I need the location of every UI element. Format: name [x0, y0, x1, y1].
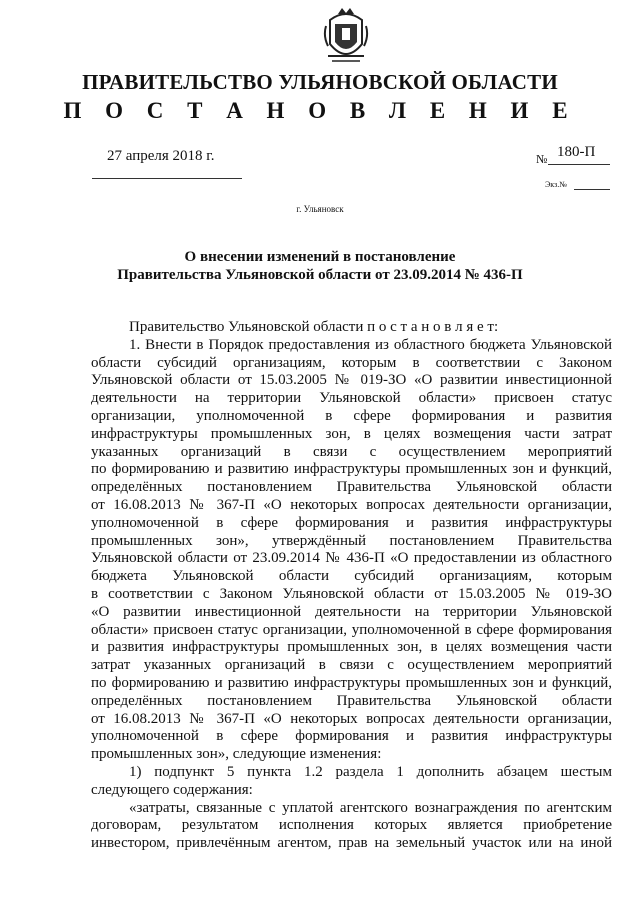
body-line: от 16.08.2013 № 367-П «О некоторых вопросах деятельности организации, — [91, 496, 612, 513]
document-number: 180-П — [557, 144, 596, 160]
body-line: бюджета Ульяновской области субсидий организациям, которым — [91, 568, 612, 585]
body-line: 1. Внести в Порядок предоставления из областного бюджета Ульяновской — [129, 336, 612, 353]
document-title — [0, 248, 640, 284]
body-line: «затраты, связанные с уплатой агентского вознаграждения по агентским — [129, 799, 612, 816]
body-line: инвестором, привлечённым агентом, прав на земельный участок или на иной — [91, 835, 612, 852]
body-line: Ульяновской области от 23.09.2014 № 436-П «О предоставлении из областного — [91, 550, 612, 567]
body-line: следующего содержания: — [91, 781, 253, 798]
body-line: организации, уполномоченной в сфере формирования и развития — [91, 407, 612, 424]
body-line: и развития инфраструктуры промышленных зон, в целях возмещения части — [91, 639, 612, 656]
body-line: деятельности на территории Ульяновской области» присвоен статус — [91, 390, 612, 407]
city: г. Ульяновск — [296, 204, 344, 214]
date-underline — [92, 178, 242, 179]
body-line: договорам, результатом исполнения которых является приобретение — [91, 817, 612, 834]
copy-underline — [574, 189, 610, 190]
body-line: по формированию и развитию инфраструктуры промышленных зон и функций, — [91, 674, 612, 691]
body-line: области» присвоен статус организации, уполномоченной в сфере формирования — [91, 621, 612, 638]
copy-number-label: Экз.№ — [545, 180, 567, 189]
body-line: промышленных зон», следующие изменения: — [91, 746, 382, 763]
number-sign: № — [536, 152, 548, 166]
body-line: уполномоченной в сфере формирования и развития инфраструктуры — [91, 514, 612, 531]
document-type: П О С Т А Н О В Л Е Н И Е — [63, 98, 577, 123]
body-line: Ульяновской области от 15.03.2005 № 019-ЗО «О развитии инвестиционной — [91, 372, 612, 389]
body-line: уполномоченной в сфере формирования и развития инфраструктуры — [91, 728, 612, 745]
body-line: 1) подпункт 5 пункта 1.2 раздела 1 дополнить абзацем шестым — [129, 763, 612, 780]
body-line: от 16.08.2013 № 367-П «О некоторых вопросах деятельности организации, — [91, 710, 612, 727]
body-line: затрат указанных организаций в связи с осуществлением мероприятий — [91, 657, 612, 674]
body-line: в соответствии с Законом Ульяновской области от 15.03.2005 № 019-ЗО — [91, 585, 612, 602]
body-line: указанных организаций в связи с осуществлением мероприятий — [91, 443, 612, 460]
body-line: «О развитии инвестиционной деятельности на территории Ульяновской — [91, 603, 612, 620]
title-line-1: О внесении изменений в постановление — [184, 249, 456, 265]
body-line: инфраструктуры промышленных зон, в целях возмещения части затрат — [91, 425, 612, 442]
body-line: определённых постановлением Правительства Ульяновской области — [91, 692, 612, 709]
number-underline — [548, 164, 610, 165]
body-line: по формированию и развитию инфраструктуры промышленных зон и функций, — [91, 461, 612, 478]
body-line: определённых постановлением Правительства Ульяновской области — [91, 479, 612, 496]
document-date: 27 апреля 2018 г. — [107, 148, 215, 164]
government-name: ПРАВИТЕЛЬСТВО УЛЬЯНОВСКОЙ ОБЛАСТИ — [82, 70, 558, 94]
coat-of-arms-icon — [322, 6, 370, 66]
body-line: области субсидий организациям, которым в соответствии с Законом — [91, 354, 612, 371]
title-line-2: Правительства Ульяновской области от 23.09.2014 № 436-П — [117, 267, 523, 283]
document-body — [91, 319, 612, 853]
body-line: Правительство Ульяновской области п о с т а н о в л я е т: — [129, 319, 499, 335]
body-line: промышленных зон», утверждённый постановлением Правительства — [91, 532, 612, 549]
